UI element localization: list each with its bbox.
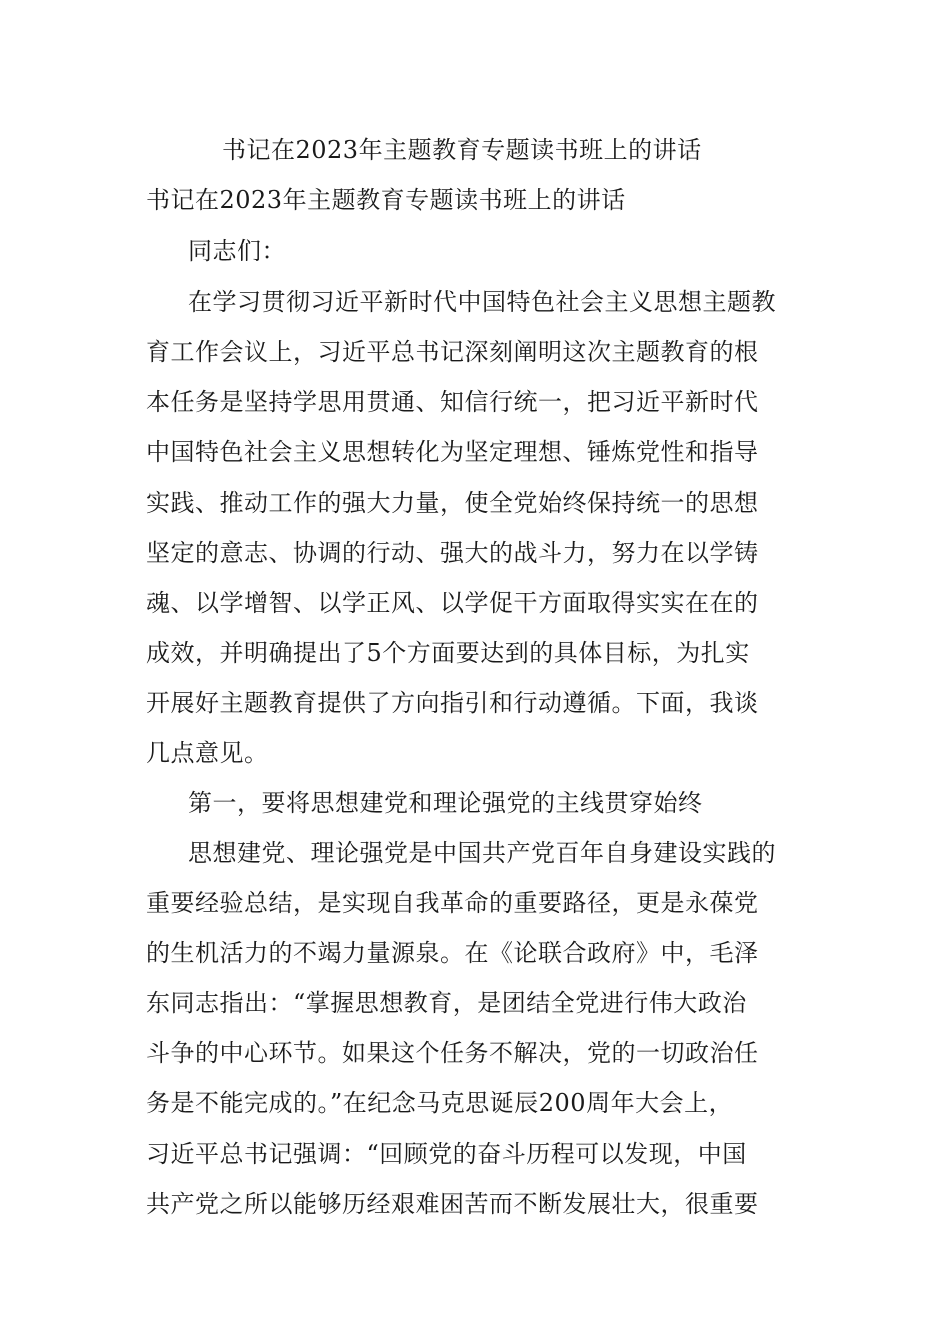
paragraph-2-line: 重要经验总结，是实现自我革命的重要路径，更是永葆党 [146, 889, 759, 917]
paragraph-2-line: 务是不能完成的。”在纪念马克思诞辰200周年大会上， [146, 1089, 734, 1117]
paragraph-2-line: 斗争的中心环节。如果这个任务不解决，党的一切政治任 [146, 1039, 759, 1067]
paragraph-1-line: 中国特色社会主义思想转化为坚定理想、锤炼党性和指导 [146, 438, 759, 466]
paragraph-2-line: 共产党之所以能够历经艰难困苦而不断发展壮大，很重要 [146, 1190, 759, 1218]
paragraph-1-line: 本任务是坚持学思用贯通、知信行统一，把习近平新时代 [146, 388, 759, 416]
section-heading-1: 第一，要将思想建党和理论强党的主线贯穿始终 [188, 789, 703, 817]
paragraph-2-line: 思想建党、理论强党是中国共产党百年自身建设实践的 [188, 839, 776, 867]
paragraph-1-line: 开展好主题教育提供了方向指引和行动遵循。下面，我谈 [146, 689, 759, 717]
paragraph-1-line: 成效，并明确提出了5个方面要达到的具体目标，为扎实 [146, 639, 750, 667]
document-subtitle: 书记在2023年主题教育专题读书班上的讲话 [146, 186, 626, 214]
paragraph-1-line: 魂、以学增智、以学正风、以学促干方面取得实实在在的 [146, 589, 759, 617]
paragraph-2-line: 习近平总书记强调：“回顾党的奋斗历程可以发现，中国 [146, 1140, 747, 1168]
paragraph-1-line: 在学习贯彻习近平新时代中国特色社会主义思想主题教 [188, 288, 776, 316]
paragraph-1-line: 坚定的意志、协调的行动、强大的战斗力，努力在以学铸 [146, 539, 759, 567]
paragraph-1-line: 几点意见。 [146, 739, 269, 767]
document-title: 书记在2023年主题教育专题读书班上的讲话 [222, 136, 702, 164]
salutation: 同志们： [188, 237, 286, 265]
paragraph-1-line: 实践、推动工作的强大力量，使全党始终保持统一的思想 [146, 489, 759, 517]
paragraph-2-line: 的生机活力的不竭力量源泉。在《论联合政府》中，毛泽 [146, 939, 759, 967]
paragraph-2-line: 东同志指出：“掌握思想教育，是团结全党进行伟大政治 [146, 989, 747, 1017]
paragraph-1-line: 育工作会议上，习近平总书记深刻阐明这次主题教育的根 [146, 338, 759, 366]
